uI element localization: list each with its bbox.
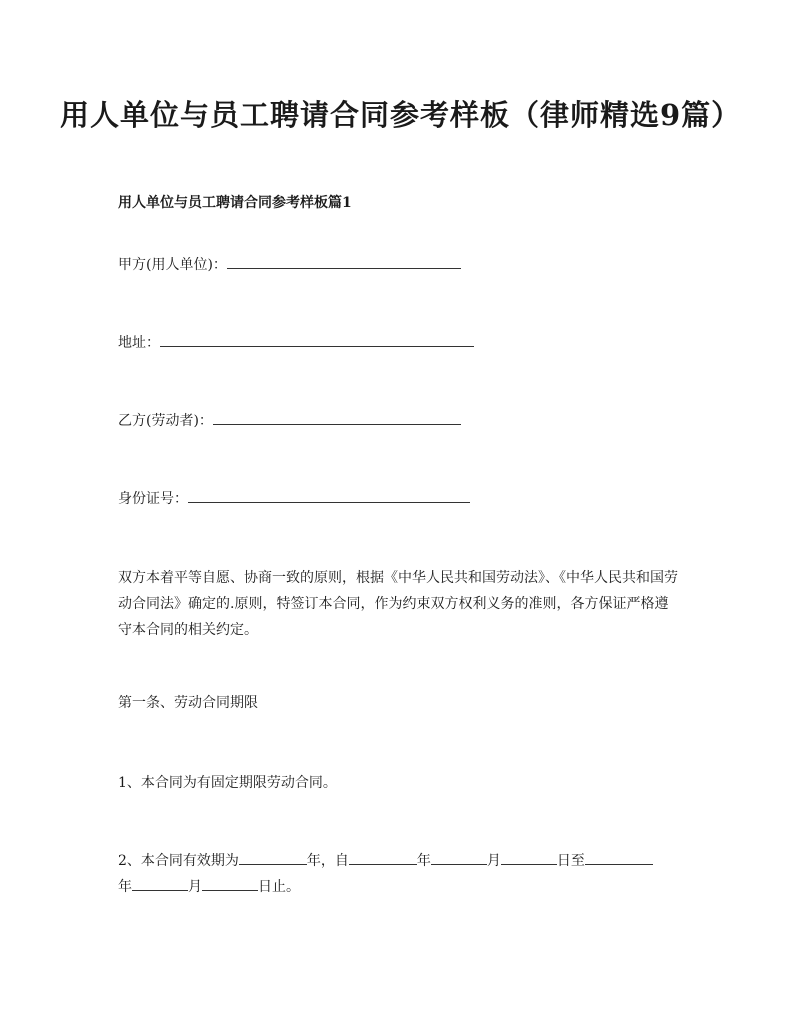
end-year-blank: [585, 850, 653, 865]
clause-1: 1、本合同为有固定期限劳动合同。: [118, 775, 337, 791]
clause-2-month: 月: [486, 853, 501, 869]
start-day-blank: [501, 850, 557, 865]
clause-2-day-to: 日至: [556, 853, 585, 869]
end-day-blank: [202, 876, 258, 891]
party-a-line: [118, 252, 461, 278]
id-label: 身份证号：: [118, 491, 188, 507]
clause-2-day-end: 日止。: [258, 879, 300, 895]
term-years-blank: [239, 850, 307, 865]
clause-2-month2: 月: [188, 879, 202, 895]
clause-2-line-2: [118, 874, 300, 900]
clause-2-prefix: 2、本合同有效期为: [118, 853, 239, 869]
clause-2-year: 年: [416, 853, 431, 869]
party-a-label: 甲方(用人单位)：: [118, 257, 227, 273]
id-blank: [188, 488, 470, 503]
party-b-line: [118, 408, 461, 434]
party-b-label: 乙方(劳动者)：: [118, 413, 213, 429]
start-year-blank: [349, 850, 417, 865]
address-blank: [160, 332, 474, 347]
preamble-paragraph: 双方本着平等自愿、协商一致的原则，根据《中华人民共和国劳动法》、《中华人民共和国劳动合同法》确定的.原则，特签订本合同，作为约束双方权利义务的准则，各方保证严格遵守本合同的相关约定。: [118, 570, 678, 638]
clause-2-year-word: 年，自: [306, 853, 349, 869]
start-month-blank: [431, 850, 487, 865]
end-month-blank: [132, 876, 188, 891]
article-1-heading: 第一条、劳动合同期限: [118, 695, 258, 711]
id-line: [118, 486, 470, 512]
section-title: 用人单位与员工聘请合同参考样板篇1: [118, 195, 352, 211]
party-b-blank: [213, 410, 461, 425]
document-title: 用人单位与员工聘请合同参考样板（律师精选9篇）: [60, 98, 742, 132]
clause-2-year2: 年: [118, 879, 132, 895]
address-label: 地址：: [118, 335, 160, 351]
clause-2-line-1: [118, 848, 653, 874]
party-a-blank: [227, 254, 461, 269]
address-line: [118, 330, 474, 356]
